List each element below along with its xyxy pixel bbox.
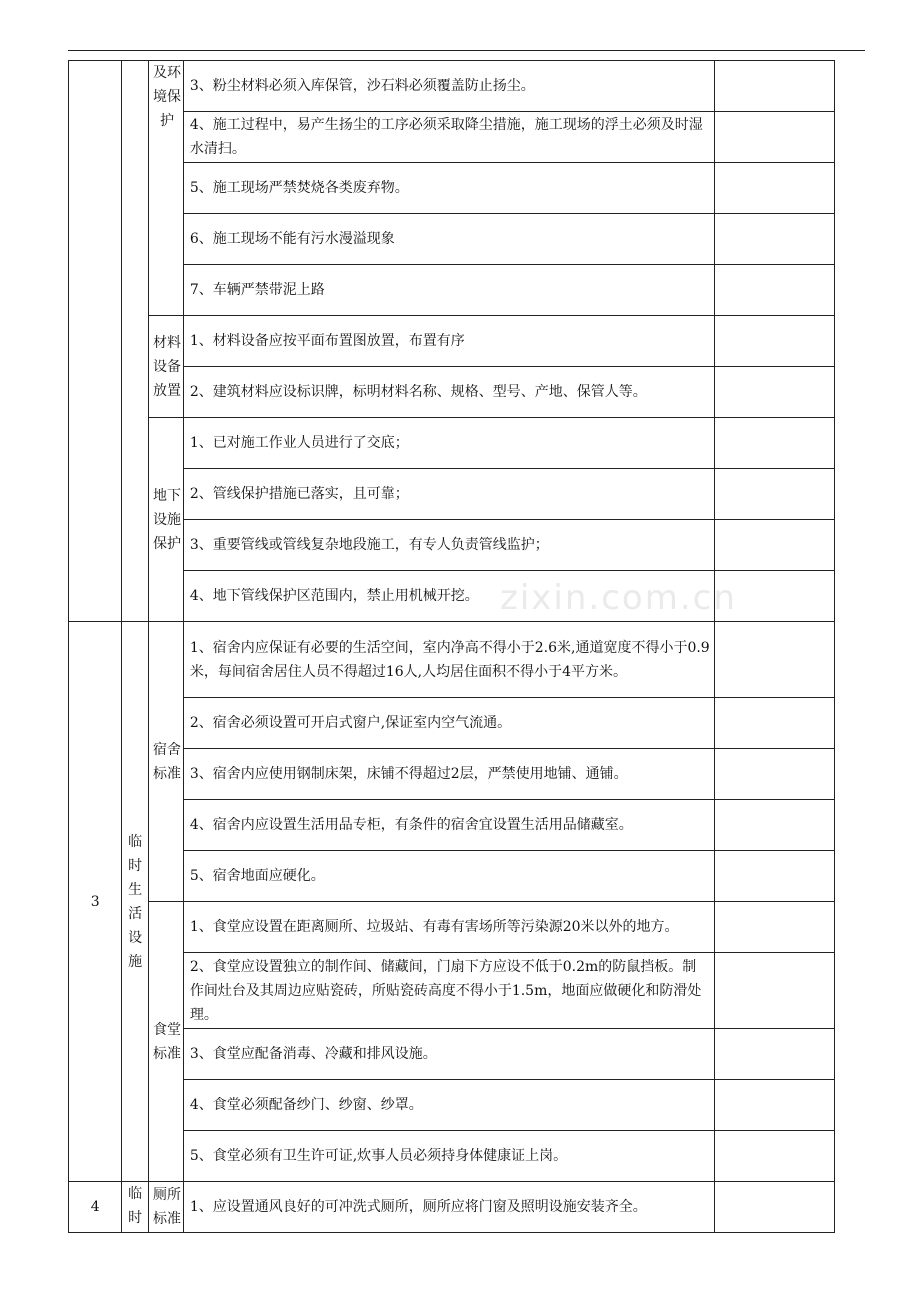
table-row <box>69 749 835 800</box>
category-cell <box>148 316 183 418</box>
table-row <box>69 1029 835 1080</box>
requirement-text: 1、材料设备应按平面布置图放置，布置有序 <box>183 316 714 367</box>
requirement-text: 1、已对施工作业人员进行了交底； <box>183 418 714 469</box>
result-cell[interactable] <box>715 1029 835 1080</box>
table-row <box>69 851 835 902</box>
group-number-cell <box>69 1182 122 1233</box>
result-cell[interactable] <box>715 520 835 571</box>
requirement-text: 2、管线保护措施已落实，且可靠； <box>183 469 714 520</box>
category-canteen: 食堂标准 <box>152 1021 181 1062</box>
table-row <box>69 571 835 622</box>
category-cell <box>148 418 183 622</box>
result-cell[interactable] <box>715 749 835 800</box>
result-cell[interactable] <box>715 112 835 163</box>
requirement-text: 4、地下管线保护区范围内，禁止用机械开挖。 <box>183 571 714 622</box>
result-cell[interactable] <box>715 902 835 953</box>
group-number: 4 <box>90 1199 100 1215</box>
group-number-cell <box>69 622 122 1182</box>
group-number: 3 <box>90 893 100 910</box>
table-row <box>69 214 835 265</box>
requirement-text: 2、宿舍必须设置可开启式窗户,保证室内空气流通。 <box>183 698 714 749</box>
table-row <box>69 112 835 163</box>
result-cell[interactable] <box>715 367 835 418</box>
result-cell[interactable] <box>715 1080 835 1131</box>
result-cell[interactable] <box>715 469 835 520</box>
table-row <box>69 1131 835 1182</box>
result-cell[interactable] <box>715 622 835 698</box>
requirement-text: 6、施工现场不能有污水漫溢现象 <box>183 214 714 265</box>
requirement-text: 5、施工现场严禁焚烧各类废弃物。 <box>183 163 714 214</box>
result-cell[interactable] <box>715 418 835 469</box>
table-row <box>69 316 835 367</box>
table-row <box>69 265 835 316</box>
result-cell[interactable] <box>715 1182 835 1233</box>
result-cell[interactable] <box>715 316 835 367</box>
result-cell[interactable] <box>715 214 835 265</box>
result-cell[interactable] <box>715 571 835 622</box>
requirement-text: 4、宿舍内应设置生活用品专柜，有条件的宿舍宜设置生活用品储藏室。 <box>183 800 714 851</box>
result-cell[interactable] <box>715 698 835 749</box>
group-title: 临时生活设施 <box>128 833 143 970</box>
group-title-cell <box>122 622 149 1182</box>
category-cell <box>148 622 183 902</box>
table-row <box>69 418 835 469</box>
requirement-text: 4、食堂必须配备纱门、纱窗、纱罩。 <box>183 1080 714 1131</box>
table-row <box>69 1080 835 1131</box>
inspection-table <box>68 60 835 1233</box>
requirement-text: 3、宿舍内应使用钢制床架，床铺不得超过2层，严禁使用地铺、通铺。 <box>183 749 714 800</box>
requirement-text: 2、食堂应设置独立的制作间、储藏间，门扇下方应设不低于0.2m的防鼠挡板。制作间灶台及其周边应贴瓷砖，所贴瓷砖高度不得小于1.5m，地面应做硬化和防滑处理。 <box>183 953 714 1029</box>
table-row <box>69 1182 835 1233</box>
group-title: 临时 <box>128 1186 143 1226</box>
result-cell[interactable] <box>715 163 835 214</box>
requirement-text: 7、车辆严禁带泥上路 <box>183 265 714 316</box>
category-dorm: 宿舍标准 <box>152 741 181 782</box>
group-title-cell <box>122 61 149 622</box>
requirement-text: 3、食堂应配备消毒、冷藏和排风设施。 <box>183 1029 714 1080</box>
requirement-text: 5、食堂必须有卫生许可证,炊事人员必须持身体健康证上岗。 <box>183 1131 714 1182</box>
watermark: zixin.com.cn <box>500 578 737 618</box>
header-rule <box>68 50 865 51</box>
result-cell[interactable] <box>715 61 835 112</box>
table-row <box>69 163 835 214</box>
requirement-text: 1、宿舍内应保证有必要的生活空间，室内净高不得小于2.6米,通道宽度不得小于0.9米，每间宿舍居住人员不得超过16人,人均居住面积不得小于4平方米。 <box>183 622 714 698</box>
requirement-text: 4、施工过程中，易产生扬尘的工序必须采取降尘措施，施工现场的浮土必须及时湿水清扫。 <box>183 112 714 163</box>
category-underground: 地下设施保护 <box>152 487 181 552</box>
table-row <box>69 61 835 112</box>
table-row <box>69 520 835 571</box>
category-cell <box>148 1182 183 1233</box>
table-row <box>69 469 835 520</box>
group-title-cell <box>122 1182 149 1233</box>
result-cell[interactable] <box>715 265 835 316</box>
requirement-text: 1、食堂应设置在距离厕所、垃圾站、有毒有害场所等污染源20米以外的地方。 <box>183 902 714 953</box>
category-env-protection: 及环境保护 <box>152 65 181 129</box>
table-row <box>69 622 835 698</box>
result-cell[interactable] <box>715 953 835 1029</box>
result-cell[interactable] <box>715 1131 835 1182</box>
table-row <box>69 800 835 851</box>
result-cell[interactable] <box>715 800 835 851</box>
table-row <box>69 902 835 953</box>
result-cell[interactable] <box>715 851 835 902</box>
requirement-text: 3、重要管线或管线复杂地段施工，有专人负责管线监护； <box>183 520 714 571</box>
table-row <box>69 953 835 1029</box>
table-row <box>69 698 835 749</box>
category-materials: 材料设备放置 <box>152 334 181 399</box>
requirement-text: 2、建筑材料应设标识牌，标明材料名称、规格、型号、产地、保管人等。 <box>183 367 714 418</box>
category-cell <box>148 902 183 1182</box>
category-cell <box>148 61 183 316</box>
requirement-text: 1、应设置通风良好的可冲洗式厕所，厕所应将门窗及照明设施安装齐全。 <box>183 1182 714 1233</box>
requirement-text: 5、宿舍地面应硬化。 <box>183 851 714 902</box>
requirement-text: 3、粉尘材料必须入库保管，沙石料必须覆盖防止扬尘。 <box>183 61 714 112</box>
table-row <box>69 367 835 418</box>
category-toilet: 厕所标准 <box>152 1187 181 1227</box>
group-number-cell <box>69 61 122 622</box>
